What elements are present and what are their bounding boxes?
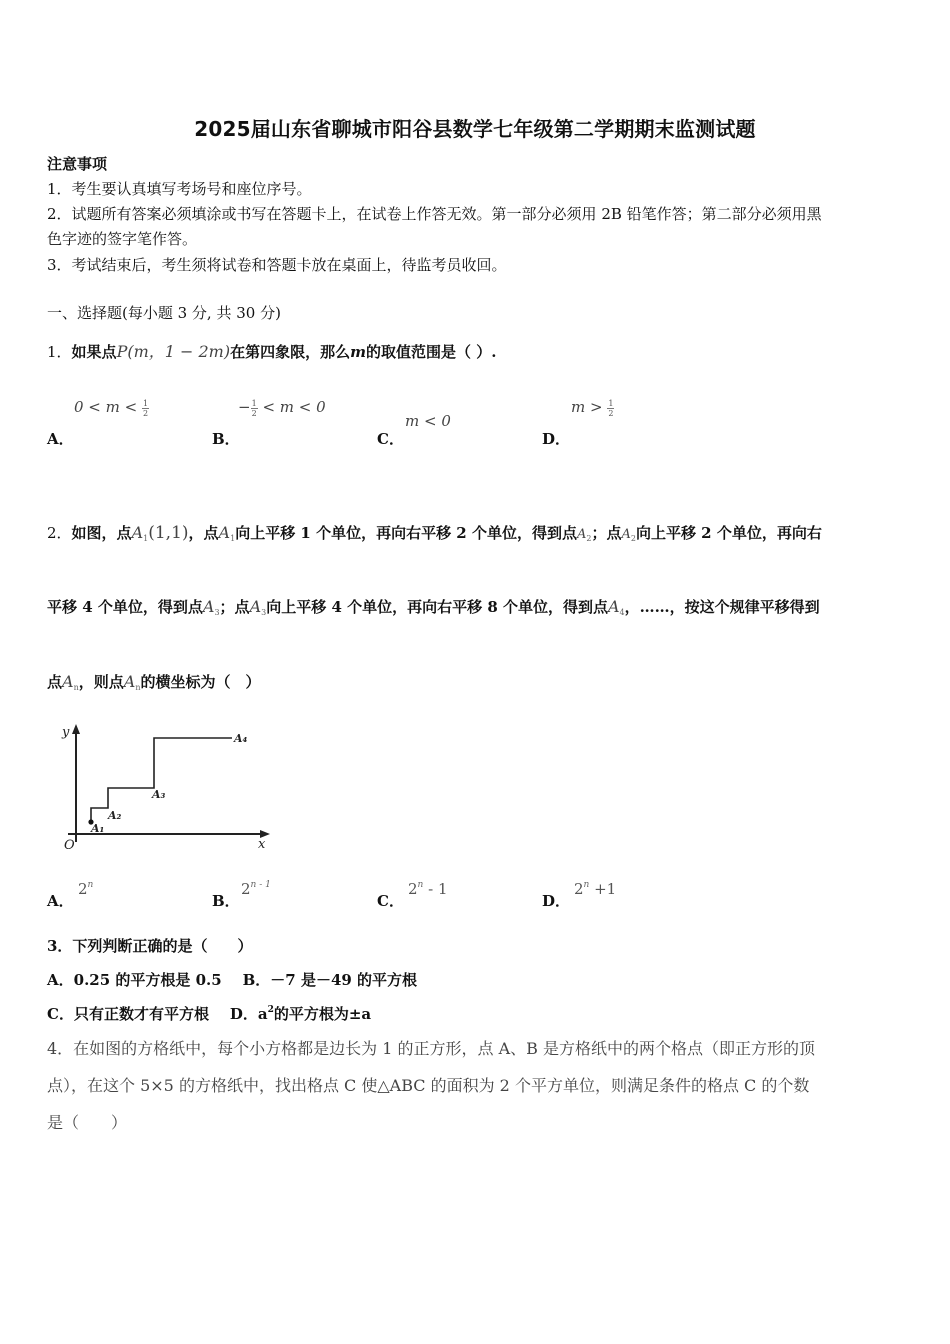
notice-item-2-line-1: 2．试题所有答案必须填涂或书写在答题卡上，在试卷上作答无效。第一部分必须用 2B 铅笔作答；第二部分必须用黑 — [47, 205, 822, 223]
translation-path — [91, 738, 232, 820]
q2-t10: 点 — [47, 673, 63, 691]
q1-d-fraction — [607, 399, 614, 418]
q2-a4-sub: 4 — [619, 608, 625, 617]
q2-a3-sub: 3 — [214, 608, 220, 617]
question-4-line-1: 4．在如图的方格纸中，每个小方格都是边长为 1 的正方形，点 A、B 是方格纸中的两个格点（即正方形的顶 — [47, 1039, 816, 1058]
q1-point: P(m，1 − 2m) — [116, 342, 231, 361]
q1-option-b-label: B． — [212, 430, 240, 448]
question-3-stem — [47, 935, 252, 956]
q2-point-an — [62, 672, 79, 691]
q2-a2-letter: A — [576, 527, 587, 542]
q2-a1-letter: A — [131, 523, 144, 542]
q2-option-c-label: C． — [377, 892, 404, 910]
q2-a3-letter: A — [202, 597, 215, 616]
fig-label-y: y — [62, 725, 70, 740]
q2-point-a1-b — [219, 523, 236, 542]
q2-option-c-math — [408, 880, 448, 898]
q1-option-a-math — [74, 398, 149, 418]
q1-option-d-math — [571, 398, 614, 418]
q1-text-mid: 在第四象限，那么 — [230, 343, 351, 361]
q3-option-d-post: 的平方根为±a — [273, 1005, 372, 1023]
q3-option-b: B．－7 是－49 的平方根 — [242, 971, 418, 989]
fig-label-a3: A₃ — [152, 788, 166, 801]
q2-t6: 平移 4 个单位，得到点 — [47, 598, 203, 616]
q2-point-a4 — [608, 597, 625, 616]
q2-a2b-sub: 2 — [630, 534, 636, 543]
fig-label-a2: A₂ — [108, 809, 122, 822]
q2-a4-letter: A — [607, 597, 620, 616]
fig-label-origin: O — [64, 838, 75, 853]
notice-item-3: 3．考试结束后，考生须将试卷和答题卡放在桌面上，待监考员收回。 — [47, 256, 507, 274]
q1-d-num: 1 — [608, 398, 614, 408]
q3-stem-text: 3．下列判断正确的是（ ） — [47, 937, 253, 955]
q2-a1-coord: (1,1) — [148, 523, 189, 543]
notice-item-1: 1．考生要认真填写考场号和座位序号。 — [47, 180, 312, 198]
q2-anb-sub: n — [135, 683, 141, 692]
q3-option-d-sup: 2 — [267, 1005, 274, 1015]
section-heading: 一、选择题(每小题 3 分, 共 30 分) — [47, 304, 281, 322]
q3-options-row-1 — [47, 969, 417, 990]
q1-option-b-math — [238, 398, 326, 418]
q2-a1b-letter: A — [218, 523, 231, 542]
q2-t4: ；点 — [591, 524, 622, 542]
q2-a1b-sub: 1 — [230, 534, 236, 543]
question-4-line-3: 是（ ） — [47, 1113, 128, 1132]
q1-b-pre: − — [238, 398, 251, 416]
q2-an-sub: n — [73, 683, 79, 692]
q1-option-c-label: C． — [377, 430, 404, 448]
q1-d-den: 2 — [608, 408, 614, 418]
q2-a3b-letter: A — [249, 597, 262, 616]
q3-options-row-2 — [47, 1003, 371, 1024]
question-number: 1． — [47, 343, 72, 361]
q3-option-d-pre: D．a — [229, 1005, 268, 1023]
q1-text-post: 的取值范围是（ ）. — [366, 343, 497, 361]
q2-option-d-math — [574, 880, 616, 898]
notice-heading: 注意事项 — [47, 155, 108, 173]
question-2-line-1 — [47, 522, 822, 543]
q2-point-a1 — [132, 523, 189, 542]
q3-option-a: A．0.25 的平方根是 0.5 — [47, 971, 222, 989]
q2-point-an-b — [124, 672, 141, 691]
q2-t11: ，则点 — [78, 673, 124, 691]
q1-b-rhs: < m < 0 — [262, 398, 326, 416]
q1-b-den: 2 — [251, 408, 257, 418]
q1-a-den: 2 — [143, 408, 149, 418]
question-2-line-3 — [47, 671, 260, 692]
q2-t12: 的横坐标为（ ） — [140, 673, 261, 691]
q2-option-b-label: B． — [212, 892, 240, 910]
q2-anb-letter: A — [123, 672, 136, 691]
q2-d-exp: n — [583, 880, 590, 890]
q2-d-tail: +1 — [589, 880, 617, 898]
q2-t2: ，点 — [188, 524, 219, 542]
q2-point-a3 — [203, 597, 220, 616]
q2-option-b-math — [241, 880, 271, 898]
q1-a-num: 1 — [143, 398, 149, 408]
q2-option-a-label: A． — [47, 892, 74, 910]
q1-option-a-label: A． — [47, 430, 74, 448]
q1-a-fraction — [142, 399, 149, 418]
q2-a-exp: n — [87, 880, 94, 890]
fig-label-a1: A₁ — [91, 822, 105, 835]
question-1-stem — [47, 339, 496, 362]
q2-c-exp: n — [417, 880, 424, 890]
q2-a2b-letter: A — [621, 527, 631, 542]
q2-b-exp: n - 1 — [250, 880, 271, 890]
q2-t5: 向上平移 2 个单位，再向右 — [635, 524, 822, 542]
q2-figure — [58, 720, 278, 855]
q2-an-letter: A — [62, 672, 74, 691]
page-title: 2025届山东省聊城市阳谷县数学七年级第二学期期末监测试题 — [194, 117, 756, 141]
fig-label-x: x — [258, 837, 266, 852]
fig-label-a4: A₄ — [234, 732, 248, 745]
question-4-line-2: 点），在这个 5×5 的方格纸中，找出格点 C 使△ABC 的面积为 2 个平方单位，则满足条件的格点 C 的个数 — [47, 1076, 810, 1095]
q2-t3: 向上平移 1 个单位，再向右平移 2 个单位，得到点 — [235, 524, 577, 542]
q2-t8: 向上平移 4 个单位，再向右平移 8 个单位，得到点 — [266, 598, 608, 616]
q2-t9: ，……，按这个规律平移得到 — [624, 598, 820, 616]
q2-d-base: 2 — [574, 880, 584, 898]
q1-a-lhs: 0 < m < — [74, 398, 138, 416]
q1-d-lhs: m > — [571, 398, 603, 416]
question-number: 2． — [47, 524, 72, 542]
q2-c-tail: - 1 — [423, 880, 448, 898]
q2-a1-sub: 1 — [143, 534, 149, 543]
q1-b-num: 1 — [251, 398, 257, 408]
q2-t7: ；点 — [219, 598, 250, 616]
q2-point-a2 — [577, 527, 591, 542]
y-axis-arrow — [72, 724, 80, 734]
q2-c-base: 2 — [408, 880, 418, 898]
q2-b-base: 2 — [241, 880, 251, 898]
q2-point-a3-b — [250, 597, 267, 616]
q2-a2-sub: 2 — [586, 534, 592, 543]
question-2-line-2 — [47, 596, 820, 617]
q2-option-d-label: D． — [542, 892, 571, 910]
q2-option-a-math — [78, 880, 93, 898]
q1-b-fraction — [251, 399, 258, 418]
q1-option-c-math: m < 0 — [405, 412, 451, 430]
q3-option-c: C．只有正数才有平方根 — [47, 1005, 209, 1023]
q2-point-a2-b — [621, 527, 635, 542]
q2-t1: 如图，点 — [71, 524, 132, 542]
q2-a3b-sub: 3 — [261, 608, 267, 617]
q1-var: m — [350, 343, 366, 361]
q2-a-base: 2 — [78, 880, 88, 898]
notice-item-2-line-2: 色字迹的签字笔作答。 — [47, 230, 198, 248]
q1-text-pre: 如果点 — [71, 343, 117, 361]
q1-option-d-label: D． — [542, 430, 571, 448]
